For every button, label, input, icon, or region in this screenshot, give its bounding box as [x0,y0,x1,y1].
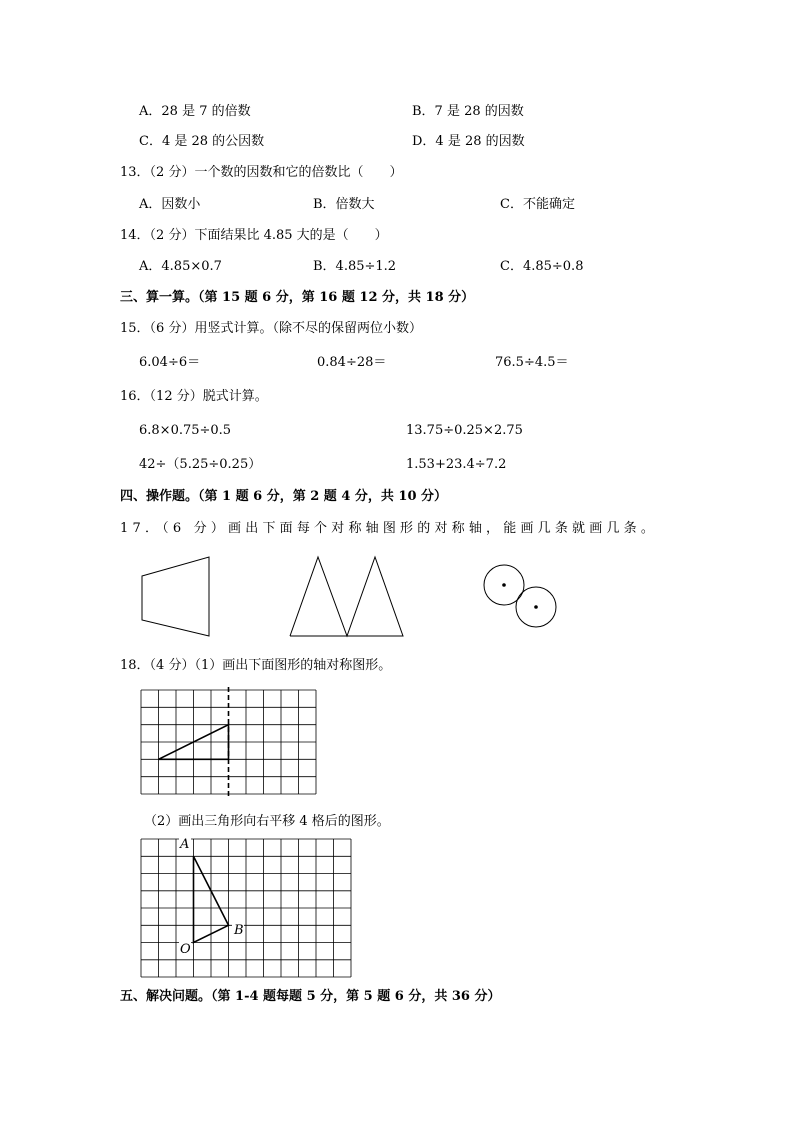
q13-stem: 13．（2 分）一个数的因数和它的倍数比（ ） [120,165,403,180]
q15-stem: 15．（6 分）用竖式计算。（除不尽的保留两位小数） [120,321,422,336]
q14-option-b: B．4.85÷1.2 [313,259,397,274]
section-3-title: 三、算一算。（第 15 题 6 分，第 16 题 12 分，共 18 分） [120,290,475,305]
q18-part-2: （2）画出三角形向右平移 4 格后的图形。 [144,814,390,829]
q16-expression-4: 1.53+23.4÷7.2 [406,457,507,472]
q14-option-c: C．4.85÷0.8 [500,259,584,274]
point-label-a: A [180,837,190,852]
q18-stem: 18．（4 分）（1）画出下面图形的轴对称图形。 [120,658,392,673]
q13-option-c: C．不能确定 [500,197,575,212]
q16-expression-2: 13.75÷0.25×2.75 [406,423,523,438]
q16-expression-3: 42÷（5.25÷0.25） [139,457,262,472]
q17-stem: 17．（6 分）画出下面每个对称轴图形的对称轴，能画几条就画几条。 [120,521,659,536]
q13-option-b: B．倍数大 [313,197,375,212]
q14-stem: 14．（2 分）下面结果比 4.85 大的是（ ） [120,228,388,243]
q12-option-a: A．28 是 7 的倍数 [139,104,251,119]
q15-expression-1: 6.04÷6＝ [139,355,201,370]
q13-option-a: A．因数小 [139,197,201,212]
q12-option-c: C．4 是 28 的公因数 [139,134,265,149]
q12-option-d: D．4 是 28 的因数 [412,134,525,149]
point-label-o: O [180,942,191,957]
section-4-title: 四、操作题。（第 1 题 6 分，第 2 题 4 分，共 10 分） [120,489,448,504]
q15-expression-2: 0.84÷28＝ [317,355,387,370]
q16-stem: 16．（12 分）脱式计算。 [120,389,268,404]
section-5-title: 五、解决问题。（第 1-4 题每题 5 分，第 5 题 6 分，共 36 分） [120,989,501,1004]
q14-option-a: A．4.85×0.7 [139,259,222,274]
point-label-b: B [234,923,244,938]
q12-option-b: B．7 是 28 的因数 [412,104,524,119]
q15-expression-3: 76.5÷4.5＝ [495,355,569,370]
q16-expression-1: 6.8×0.75÷0.5 [139,423,232,438]
